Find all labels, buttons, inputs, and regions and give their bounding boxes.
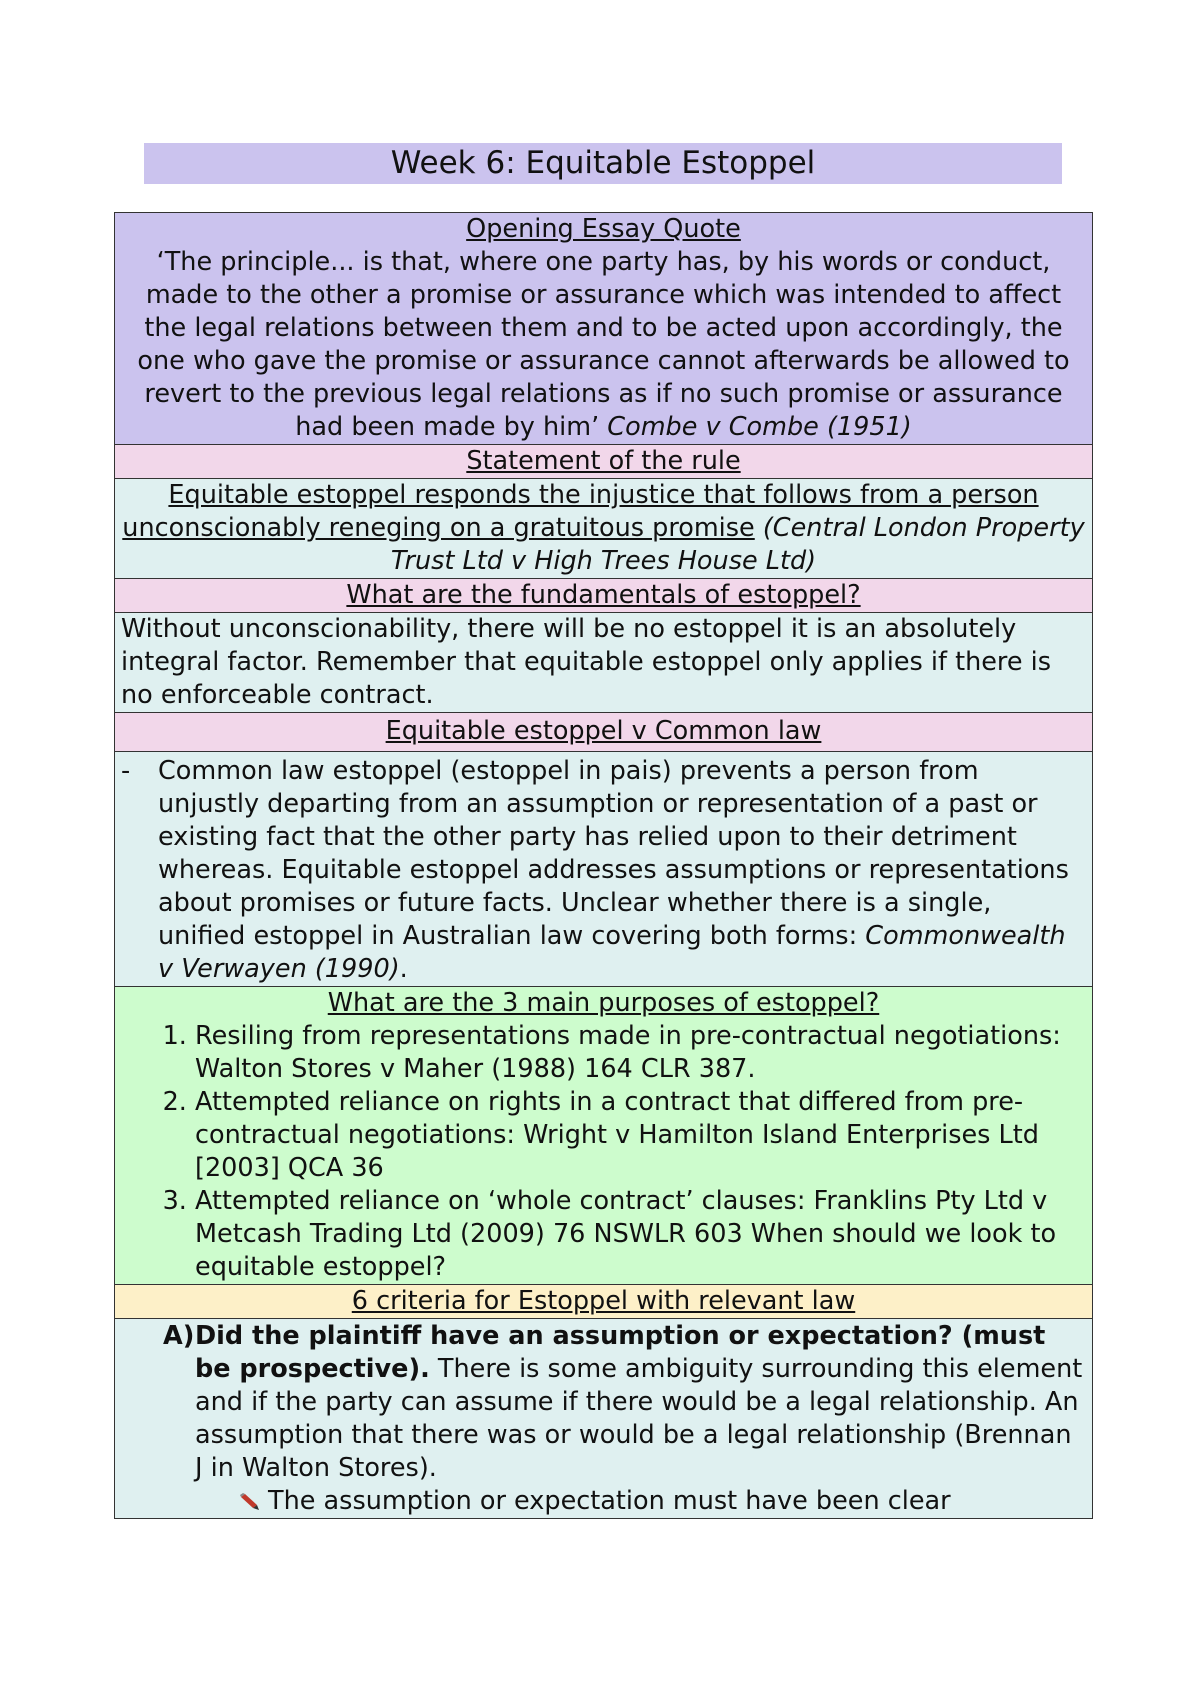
criteria-cell: [115, 1319, 1093, 1519]
opening-quote-cell: [115, 213, 1093, 445]
list-item: 3. Attempted reliance on ‘whole contract’ clauses: Franklins Pty Ltd v Metcash Trading Ltd (2009) 76 NSWLR 603 When should we look to equitable estoppel?: [195, 1185, 1086, 1284]
purposes-cell: [115, 987, 1093, 1285]
rule-citation: (Central London Property Trust Ltd v High Trees House Ltd): [390, 513, 1085, 576]
criterion-a: [121, 1320, 1086, 1485]
list-item: 2. Attempted reliance on rights in a contract that differed from pre- contractual negotiations: Wright v Hamilton Island Enterprises Ltd [2003] QCA 36: [195, 1086, 1086, 1185]
purposes-list: [121, 1020, 1086, 1284]
common-law-text: Common law estoppel (estoppel in pais) prevents a person from unjustly departing from an assumption or representation of a past or existing fact that the other party has relied upon to their detriment whereas. Equitable estoppel addresses assumptions or representations about promises or future facts. Unclear whether there is a single, unified estoppel in Australian law covering both forms:: [158, 756, 1069, 951]
common-law-end: .: [399, 954, 408, 984]
opening-quote-text: ‘The principle... is that, where one party has, by his words or conduct, made to the other a promise or assurance which was intended to affect the legal relations between them and to be acted upon accordingly, the one who gave the promise or assurance cannot afterwards be allowed to revert to the previous legal relations as if no such promise or assurance had been made by him’: [137, 247, 1070, 442]
criterion-a-text: There is some ambiguity surrounding this element and if the party can assume if there would be a legal relationship. An assumption that there was or would be a legal relationship (Brennan J in Walton Stores).: [195, 1354, 1083, 1483]
purposes-heading: What are the 3 main purposes of estoppel?: [327, 988, 880, 1018]
criteria-heading: 6 criteria for Estoppel with relevant law: [115, 1285, 1093, 1319]
dash-marker: -: [121, 756, 131, 786]
opening-quote-body: [121, 246, 1086, 444]
rule-cell: [115, 479, 1093, 579]
notes-table: [114, 212, 1093, 1519]
fundamentals-heading: What are the fundamentals of estoppel?: [115, 579, 1093, 613]
common-law-heading: Equitable estoppel v Common law: [115, 713, 1093, 752]
common-law-citation: Commonwealth v Verwayen (1990): [158, 921, 1066, 984]
pencil-icon: [240, 1493, 260, 1511]
opening-quote-citation: Combe v Combe (1951): [607, 412, 912, 442]
list-item: 1. Resiling from representations made in pre-contractual negotiations: Walton Stores v Maher (1988) 164 CLR 387.: [195, 1020, 1086, 1086]
criterion-a-marker: A): [163, 1321, 195, 1351]
common-law-cell: [115, 752, 1093, 987]
fundamentals-text: Without unconscionability, there will be no estoppel it is an absolutely integral factor. Remember that equitable estoppel only applies if there is no enforceable contract.: [115, 613, 1093, 713]
common-law-list: [121, 755, 1086, 986]
criterion-a-subpoint: [121, 1485, 1086, 1518]
list-item: [121, 755, 1086, 986]
page-title: Week 6: Equitable Estoppel: [144, 143, 1062, 184]
rule-heading: Statement of the rule: [115, 445, 1093, 479]
opening-quote-heading: Opening Essay Quote: [466, 214, 741, 244]
criterion-a-question: Did the plaintiff have an assumption or expectation? (must be prospective).: [195, 1321, 1046, 1384]
criterion-a-subpoint-text: The assumption or expectation must have been clear: [268, 1486, 951, 1516]
rule-text: Equitable estoppel responds the injustice that follows from a person unconscionably reneging on a gratuitous promise: [122, 480, 1039, 543]
